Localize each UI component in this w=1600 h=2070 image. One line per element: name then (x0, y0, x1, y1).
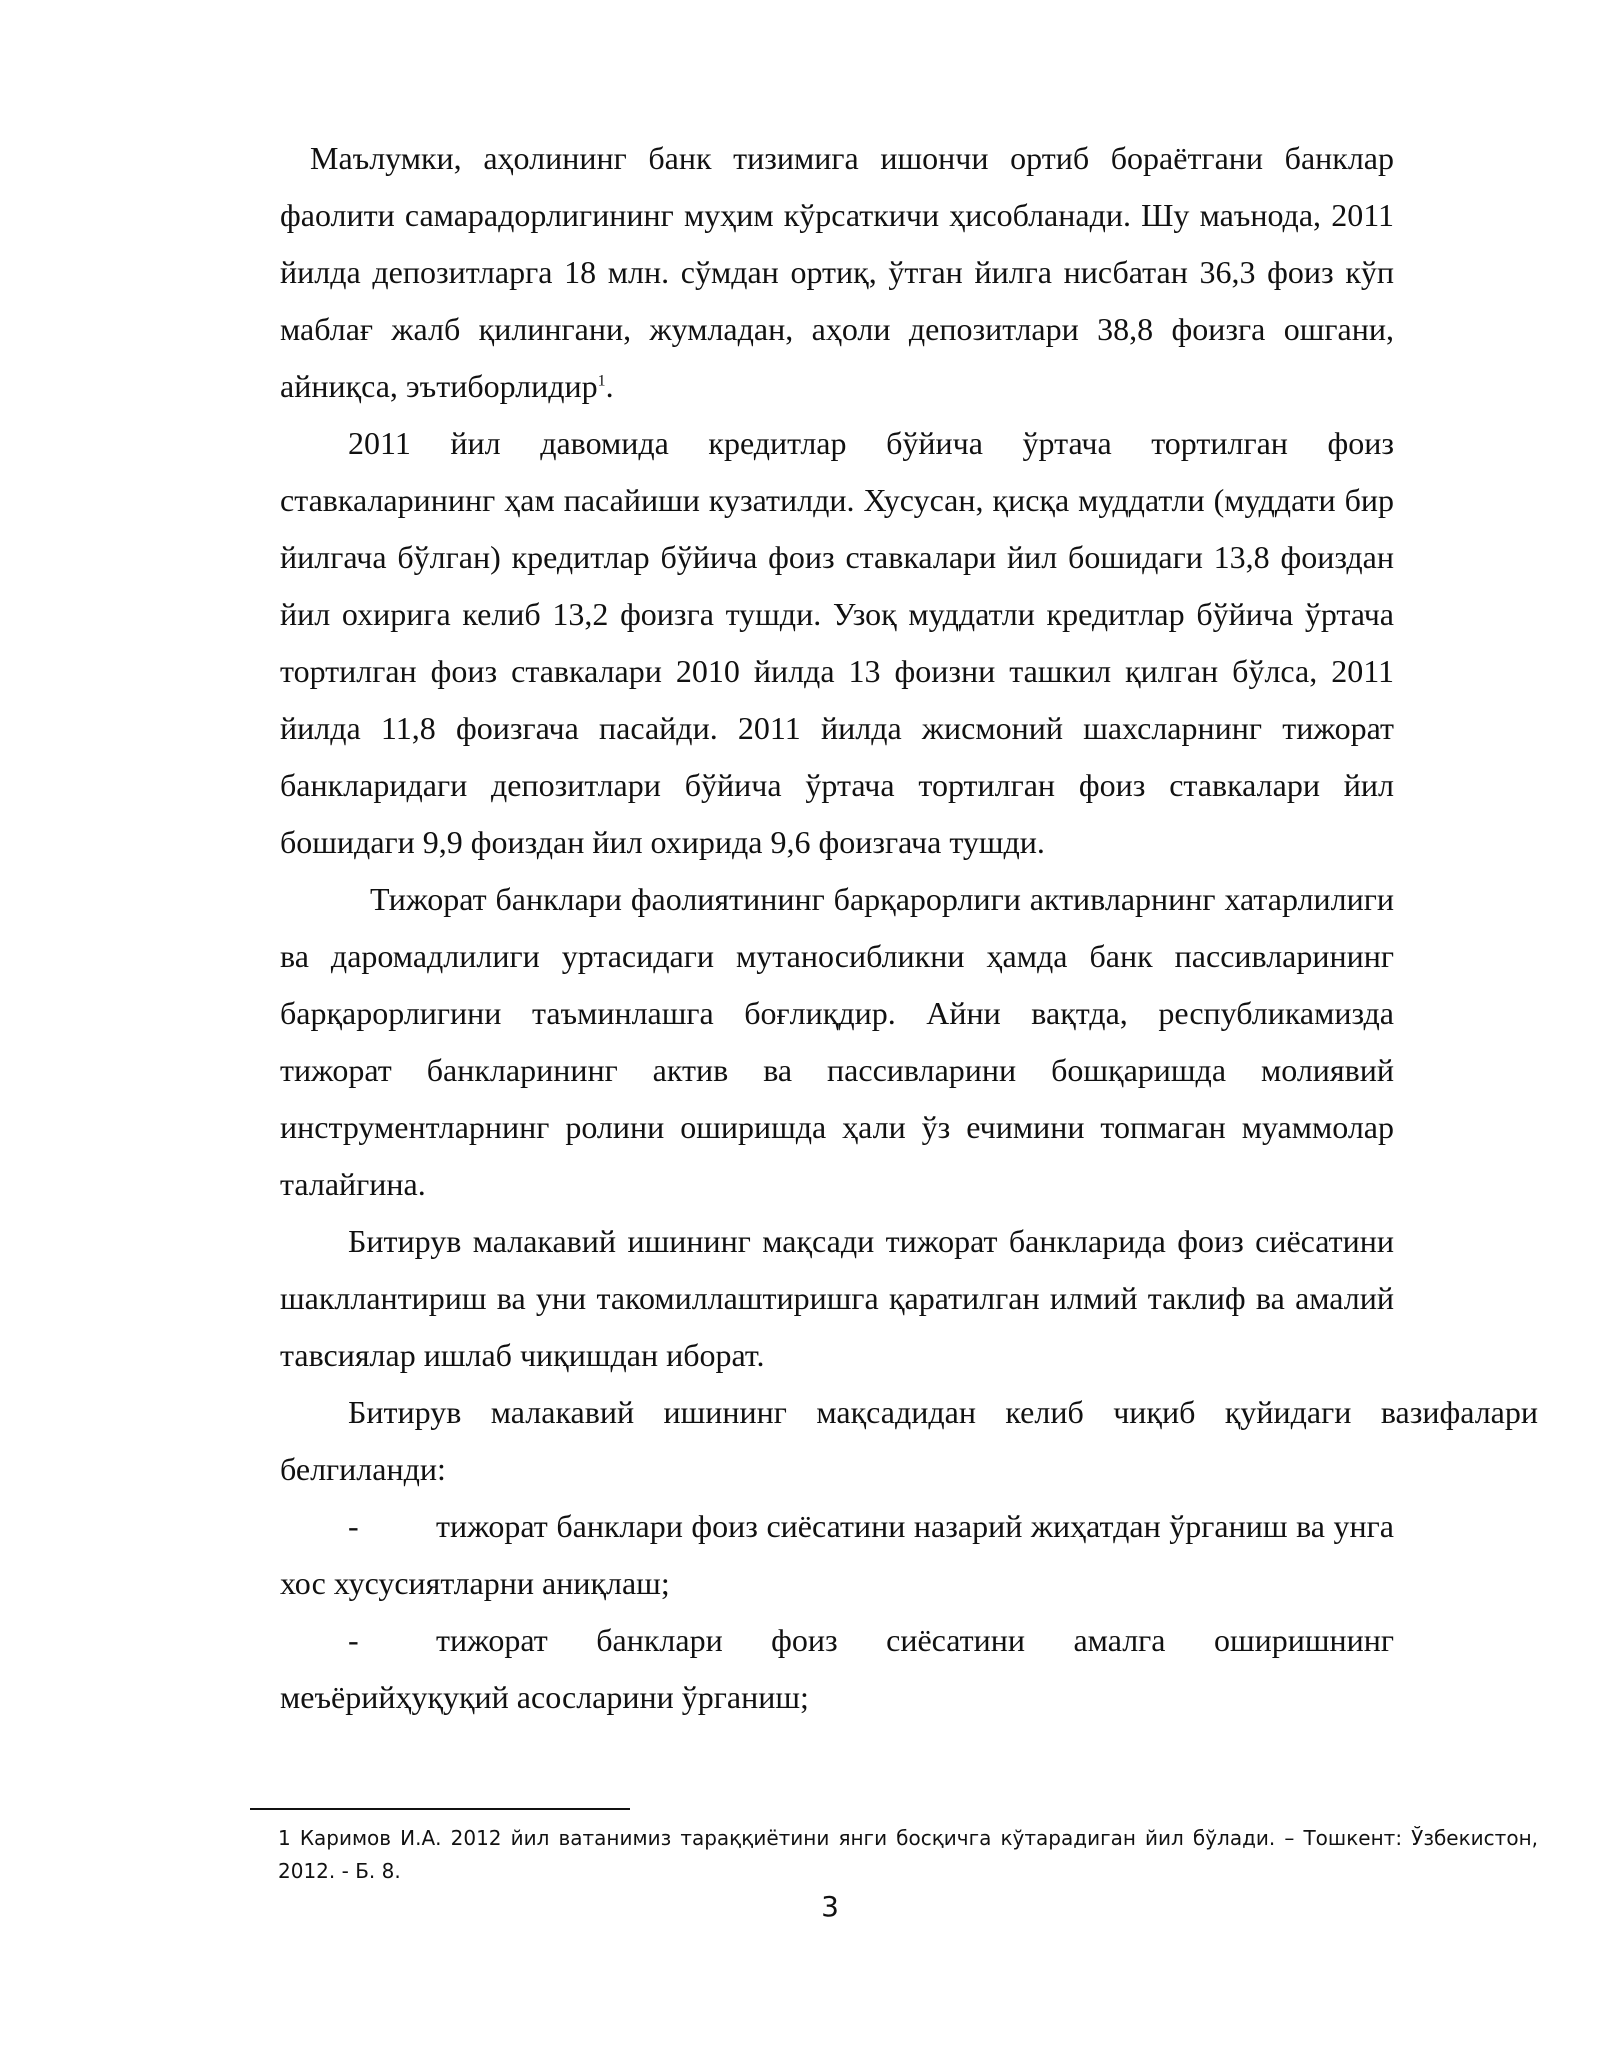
footnote: 1 Каримов И.А. 2012 йил ватанимиз тараққиётини янги босқичга кўтарадиган йил бўлади. – Тошкент: Ўзбекистон, 2012. - Б. 8. (278, 1826, 1538, 1883)
footnote-separator (250, 1808, 630, 1810)
list-item (280, 1498, 1394, 1612)
list-marker: - (348, 1508, 359, 1544)
paragraph-tasks-intro: Битирув малакавий ишининг мақсадидан келиб чиқиб қуйидаги вазифалари белгиланди: (280, 1394, 1538, 1487)
task-list (280, 1498, 1394, 1726)
document-body (280, 130, 1538, 1726)
list-item-text: тижорат банклари фоиз сиёсатини амалга оширишнинг меъёрийҳуқуқий асосларини ўрганиш; (280, 1622, 1394, 1715)
paragraph-deposits-text: Маълумки, аҳолининг банк тизимига ишончи ортиб бораётгани банклар фаолити самарадорлигининг муҳим кўрсаткичи ҳисобланади. Шу маънода, 2011 йилда депозитларга 18 млн. сўмдан ортиқ, ўтган йилга нисбатан 36,3 фоиз кўп маблағ жалб қилингани, жумладан, аҳоли депозитлари 38,8 фоизга ошгани, айниқса, эътиборлидир (280, 140, 1394, 404)
paragraph-deposits-end: . (605, 368, 614, 404)
list-item-text: тижорат банклари фоиз сиёсатини назарий жиҳатдан ўрганиш ва унга хос хусусиятларни аниқлаш; (280, 1508, 1394, 1601)
paragraph-interest-rates: 2011 йил давомида кредитлар бўйича ўртача тортилган фоиз ставкаларининг ҳам пасайиши кузатилди. Хусусан, қисқа муддатли (муддати бир йилгача бўлган) кредитлар бўйича фоиз ставкалари йил бошидаги 13,8 фоиздан йил охирига келиб 13,2 фоизга тушди. Узоқ муддатли кредитлар бўйича ўртача тортилган фоиз ставкалари 2010 йилда 13 фоизни ташкил қилган бўлса, 2011 йилда 11,8 фоизгача пасайди. 2011 йилда жисмоний шахсларнинг тижорат банкларидаги депозитлари бўйича ўртача тортилган фоиз ставкалари йил бошидаги 9,9 фоиздан йил охирида 9,6 фоизгача тушди. (280, 425, 1394, 860)
paragraph-deposits (280, 130, 1394, 415)
list-marker: - (348, 1622, 359, 1658)
page-number: 3 (821, 1890, 839, 1923)
list-item (280, 1612, 1394, 1726)
paragraph-stability: Тижорат банклари фаолиятининг барқарорлиги активларнинг хатарлилиги ва даромадлилиги уртасидаги мутаносибликни ҳамда банк пассивларининг барқарорлигини таъминлашга боғлиқдир. Айни вақтда, республикамизда тижорат банкларининг актив ва пассивларини бошқаришда молиявий инструментларнинг ролини оширишда ҳали ўз ечимини топмаган муаммолар талайгина. (280, 881, 1394, 1202)
paragraph-goal: Битирув малакавий ишининг мақсади тижорат банкларида фоиз сиёсатини шакллантириш ва уни такомиллаштиришга қаратилган илмий таклиф ва амалий тавсиялар ишлаб чиқишдан иборат. (280, 1223, 1394, 1373)
footnote-reference[interactable]: 1 (597, 372, 606, 390)
